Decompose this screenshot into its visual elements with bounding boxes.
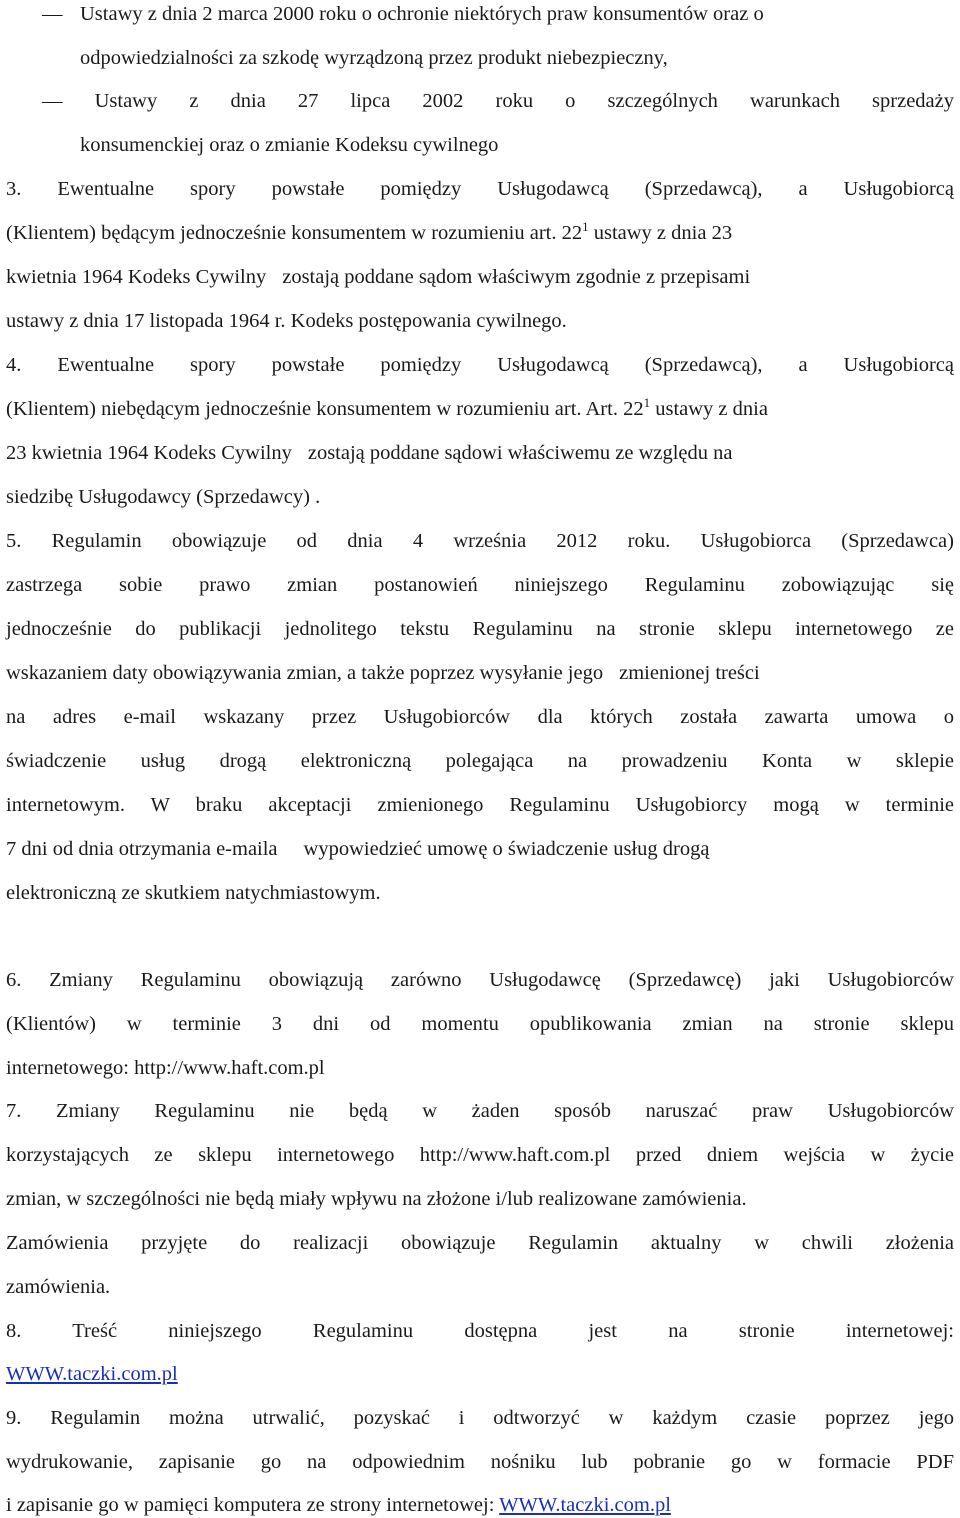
para-5-line-6: świadczenie usług drogą elektroniczną polegająca na prowadzeniu Konta w sklepie [6, 750, 954, 772]
para-8-line-2 [6, 1361, 954, 1387]
para-5-line-1: 5. Regulamin obowiązuje od dnia 4 września 2012 roku. Usługobiorca (Sprzedawca) [6, 530, 954, 552]
para-5-line-8: 7 dni od dnia otrzymania e-maila wypowiedzieć umowę o świadczenie usług drogą [6, 838, 710, 860]
para-5-line-3: jednocześnie do publikacji jednolitego tekstu Regulaminu na stronie sklepu internetowego ze [6, 618, 954, 640]
para-4-line-4: siedzibę Usługodawcy (Sprzedawcy) . [6, 486, 321, 508]
para-7-line-5: zamówienia. [6, 1276, 111, 1298]
bullet-dash: — [42, 3, 63, 25]
para-5-line-9: elektroniczną ze skutkiem natychmiastowym. [6, 882, 381, 904]
para-5-line-7: internetowym. W braku akceptacji zmienionego Regulaminu Usługobiorcy mogą w terminie [6, 794, 954, 816]
para-7-line-1: 7. Zmiany Regulaminu nie będą w żaden sposób naruszać praw Usługobiorców [6, 1100, 954, 1122]
para-9-line-1: 9. Regulamin można utrwalić, pozyskać i odtworzyć w każdym czasie poprzez jego [6, 1407, 954, 1429]
para-9-line-2: wydrukowanie, zapisanie go na odpowiednim nośniku lub pobranie go w formacie PDF [6, 1451, 954, 1473]
superscript: 1 [582, 219, 589, 234]
para-5-line-2: zastrzega sobie prawo zmian postanowień niniejszego Regulaminu zobowiązując się [6, 574, 954, 596]
para-8-line-1: 8. Treść niniejszego Regulaminu dostępna jest na stronie internetowej: [6, 1320, 954, 1342]
para-3-line-1: 3. Ewentualne spory powstałe pomiędzy Usługodawcą (Sprzedawcą), a Usługobiorcą [6, 178, 954, 200]
para-3-line-3: kwietnia 1964 Kodeks Cywilny zostają poddane sądom właściwym zgodnie z przepisami [6, 266, 751, 288]
para-3-line-4: ustawy z dnia 17 listopada 1964 r. Kodeks postępowania cywilnego. [6, 310, 567, 332]
para-4-line-3: 23 kwietnia 1964 Kodeks Cywilny zostają poddane sądowi właściwemu ze względu na [6, 442, 733, 464]
bullet-dash: — [42, 90, 63, 112]
superscript: 1 [643, 395, 651, 410]
para-3-line-2: (Klientem) będącym jednocześnie konsumentem w rozumieniu art. $22^1$ ustawy z dnia 23 [6, 219, 733, 244]
bullet-1-line-1: — Ustawy z dnia 2 marca 2000 roku o ochronie niektórych praw konsumentów oraz o [42, 3, 764, 25]
para-4-line-1: 4. Ewentualne spory powstałe pomiędzy Usługodawcą (Sprzedawcą), a Usługobiorcą [6, 354, 954, 376]
para-5-line-4: wskazaniem daty obowiązywania zmian, a także poprzez wysyłanie jego zmienionej treści [6, 662, 760, 684]
para-7-line-4: Zamówienia przyjęte do realizacji obowiązuje Regulamin aktualny w chwili złożenia [6, 1232, 954, 1254]
para-9-line-3: i zapisanie go w pamięci komputera ze strony internetowej: WWW.taczki.com.pl [6, 1494, 671, 1516]
taczki-link[interactable]: WWW.taczki.com.pl [499, 1494, 671, 1516]
para-6-line-2: (Klientów) w terminie 3 dni od momentu opublikowania zmian na stronie sklepu [6, 1013, 954, 1035]
para-4-line-2: (Klientem) niebędącym jednocześnie konsumentem w rozumieniu art. Art. $22^1$ ustawy z dnia [6, 395, 768, 420]
bullet-1-line-2: odpowiedzialności za szkodę wyrządzoną przez produkt niebezpieczny, [80, 47, 668, 69]
para-6-line-1: 6. Zmiany Regulaminu obowiązują zarówno Usługodawcę (Sprzedawcę) jaki Usługobiorców [6, 969, 954, 991]
bullet-2-line-1: — Ustawy z dnia 27 lipca 2002 roku o szczególnych warunkach sprzedaży [42, 90, 954, 112]
para-7-line-2: korzystających ze sklepu internetowego http://www.haft.com.pl przed dniem wejścia w życie [6, 1144, 954, 1166]
para-6-line-3: internetowego: http://www.haft.com.pl [6, 1057, 325, 1079]
taczki-link[interactable]: WWW.taczki.com.pl [6, 1363, 178, 1385]
para-5-line-5: na adres e-mail wskazany przez Usługobiorców dla których została zawarta umowa o [6, 706, 954, 728]
para-7-line-3: zmian, w szczególności nie będą miały wpływu na złożone i/lub realizowane zamówienia. [6, 1188, 747, 1210]
bullet-2-line-2: konsumenckiej oraz o zmianie Kodeksu cywilnego [80, 134, 499, 156]
